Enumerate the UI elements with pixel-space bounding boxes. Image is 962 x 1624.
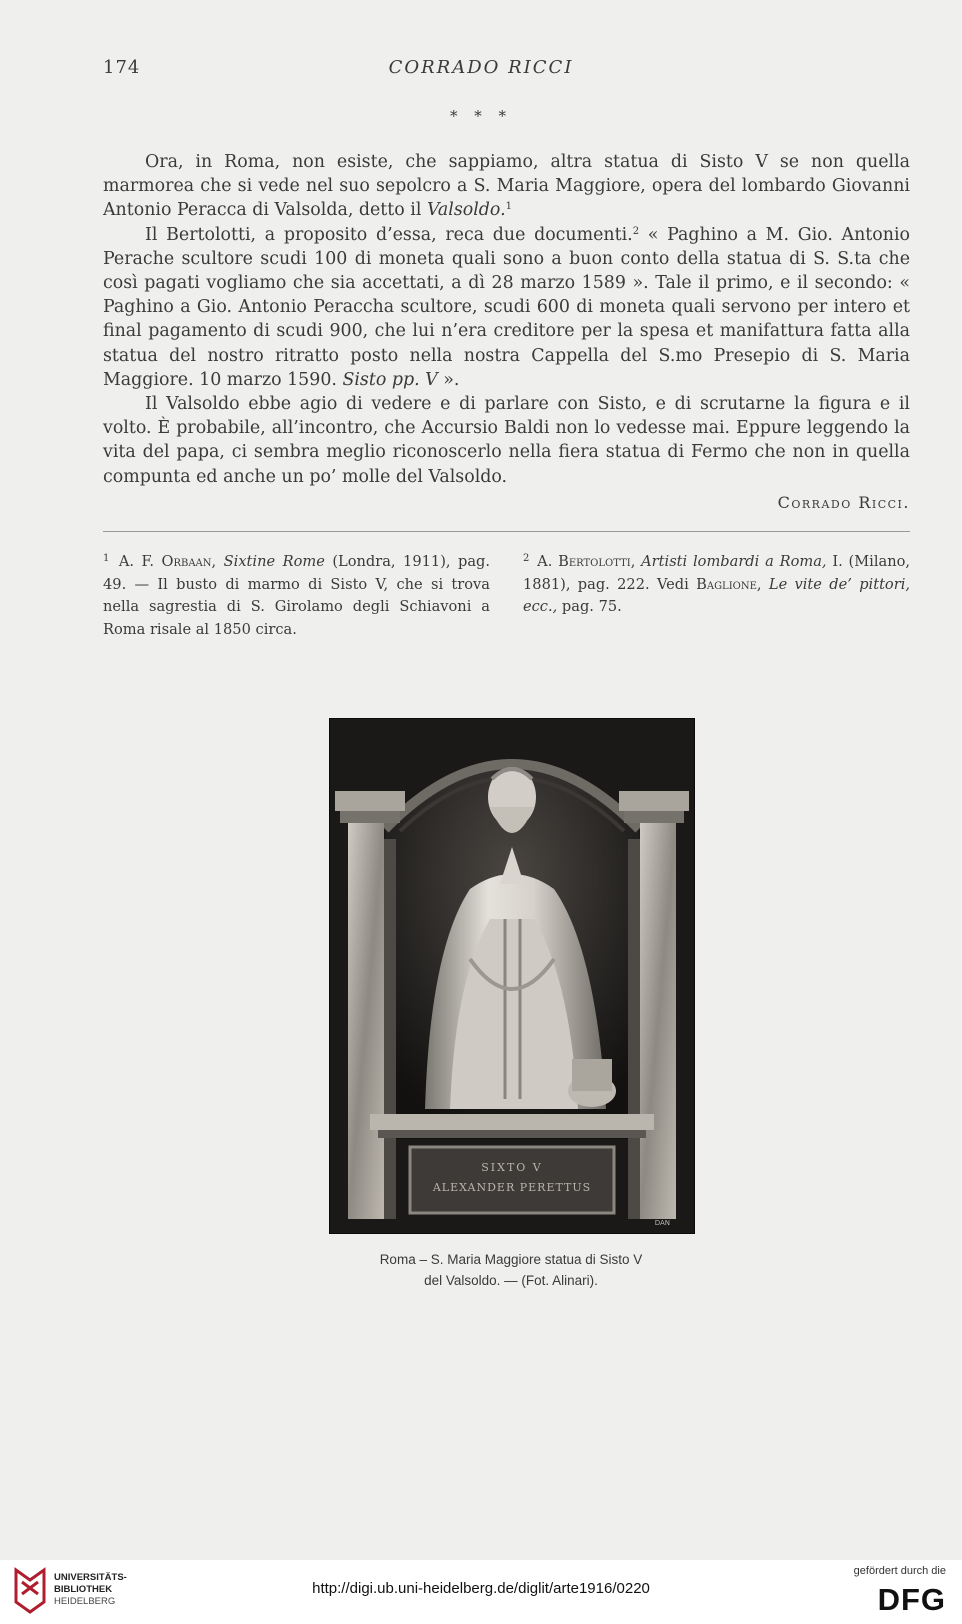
source-url-link[interactable]: http://digi.ub.uni-heidelberg.de/diglit/arte1916/0220 (312, 1580, 650, 1597)
paragraph-2-end: ». (437, 369, 460, 390)
library-line-3: HEIDELBERG (54, 1596, 116, 1607)
dfg-logo: DFG (877, 1582, 946, 1617)
author-signature: Corrado Ricci. (777, 493, 910, 512)
caption-line-1: Roma – S. Maria Maggiore statua di Sisto V (379, 1252, 643, 1267)
main-text (103, 150, 910, 489)
paragraph-1-text: Ora, in Roma, non esiste, che sappiamo, altra statua di Sisto V se non quella marmorea che si vede nel suo sepolcro a S. Maria Maggiore, opera del lombardo Giovanni Antonio Peracca di Valsolda, detto il (103, 152, 910, 221)
inscription-line-2: ALEXANDER PERETTUS (432, 1181, 592, 1194)
library-line-2: BIBLIOTHEK (54, 1584, 113, 1595)
footnote-ref-1: 1 (505, 201, 512, 213)
footnote-1-text: (Londra, 1911), pag. 49. — Il busto di marmo di Sisto V, che si trova nella sagrestia di S. Girolamo degli Schiavoni a Roma risale al 1850 circa. (103, 553, 491, 638)
paragraph-2 (103, 223, 910, 392)
footnote-1-author: A. F. Orbaan, (118, 553, 217, 570)
statue-photograph (329, 718, 695, 1234)
footnote-2-text: I. (Milano, 1881), pag. 222. Vedi (523, 553, 911, 593)
footnote-rule (103, 531, 910, 532)
footnote-2-title: Artisti lombardi a Roma, (641, 553, 827, 570)
inscription-line-1: SIXTO V (481, 1161, 543, 1174)
footnote-2 (523, 548, 910, 619)
footnote-2-author: A. Bertolotti, (537, 553, 636, 570)
caption-line-2: del Valsoldo. — (Fot. Alinari). (424, 1273, 598, 1288)
page-number: 174 (103, 57, 141, 78)
figure-caption (329, 1249, 693, 1291)
statue-illustration (330, 719, 694, 1233)
footnote-2-number: 2 (523, 553, 530, 564)
funder-label: gefördert durch die (853, 1565, 946, 1577)
section-break: * * * (449, 107, 513, 125)
footnote-2-title2: Le vite de’ pittori, ecc., (523, 575, 910, 615)
paragraph-1 (103, 150, 910, 223)
sisto-italic: Sisto pp. V (342, 369, 438, 390)
footnote-1-title: Sixtine Rome (223, 553, 325, 570)
footnote-2-author2: Baglione, (696, 575, 762, 593)
running-title: CORRADO RICCI (388, 57, 574, 78)
library-line-1: UNIVERSITÄTS- (54, 1572, 127, 1583)
footnote-ref-2: 2 (632, 225, 640, 237)
footnote-1-number: 1 (103, 553, 110, 564)
footnote-1 (103, 548, 490, 641)
paragraph-2-text: Il Bertolotti, a proposito d’essa, reca due documenti. (145, 224, 633, 245)
photographer-mark: DAN (654, 1219, 670, 1227)
footnote-2-end: pag. 75. (561, 598, 622, 615)
paragraph-3: Il Valsoldo ebbe agio di vedere e di parlare con Sisto, e di scrutarne la figura e il volto. È probabile, all’incontro, che Accursio Baldi non lo vedesse mai. Eppure leggendo la vita del papa, ci sembra meglio riconoscerlo nella fiera statua di Fermo che non in quella compunta ed anche un po’ molle del Valsoldo. (103, 394, 910, 487)
paragraph-2-quote: « Paghino a M. Gio. Antonio Perache scultore scudi 100 di moneta quali sono a buon conto della statua di S. S.ta che così pagati vogliamo che sia accettati, a dì 28 marzo 1589 ». Tale il primo, e il secondo: « Paghino a Gio. Antonio Peraccha scultore, scudi 600 di moneta quali servono per intero et final pagamento di scudi 900, che lui n’era creditore per la spesa et manifattura fatta alla statua del nostro ritratto posto nella nostra Cappella del S.mo Presepio di S. Maria Maggiore. 10 marzo 1590. (103, 224, 910, 390)
valsoldo-italic: Valsoldo. (426, 200, 506, 221)
